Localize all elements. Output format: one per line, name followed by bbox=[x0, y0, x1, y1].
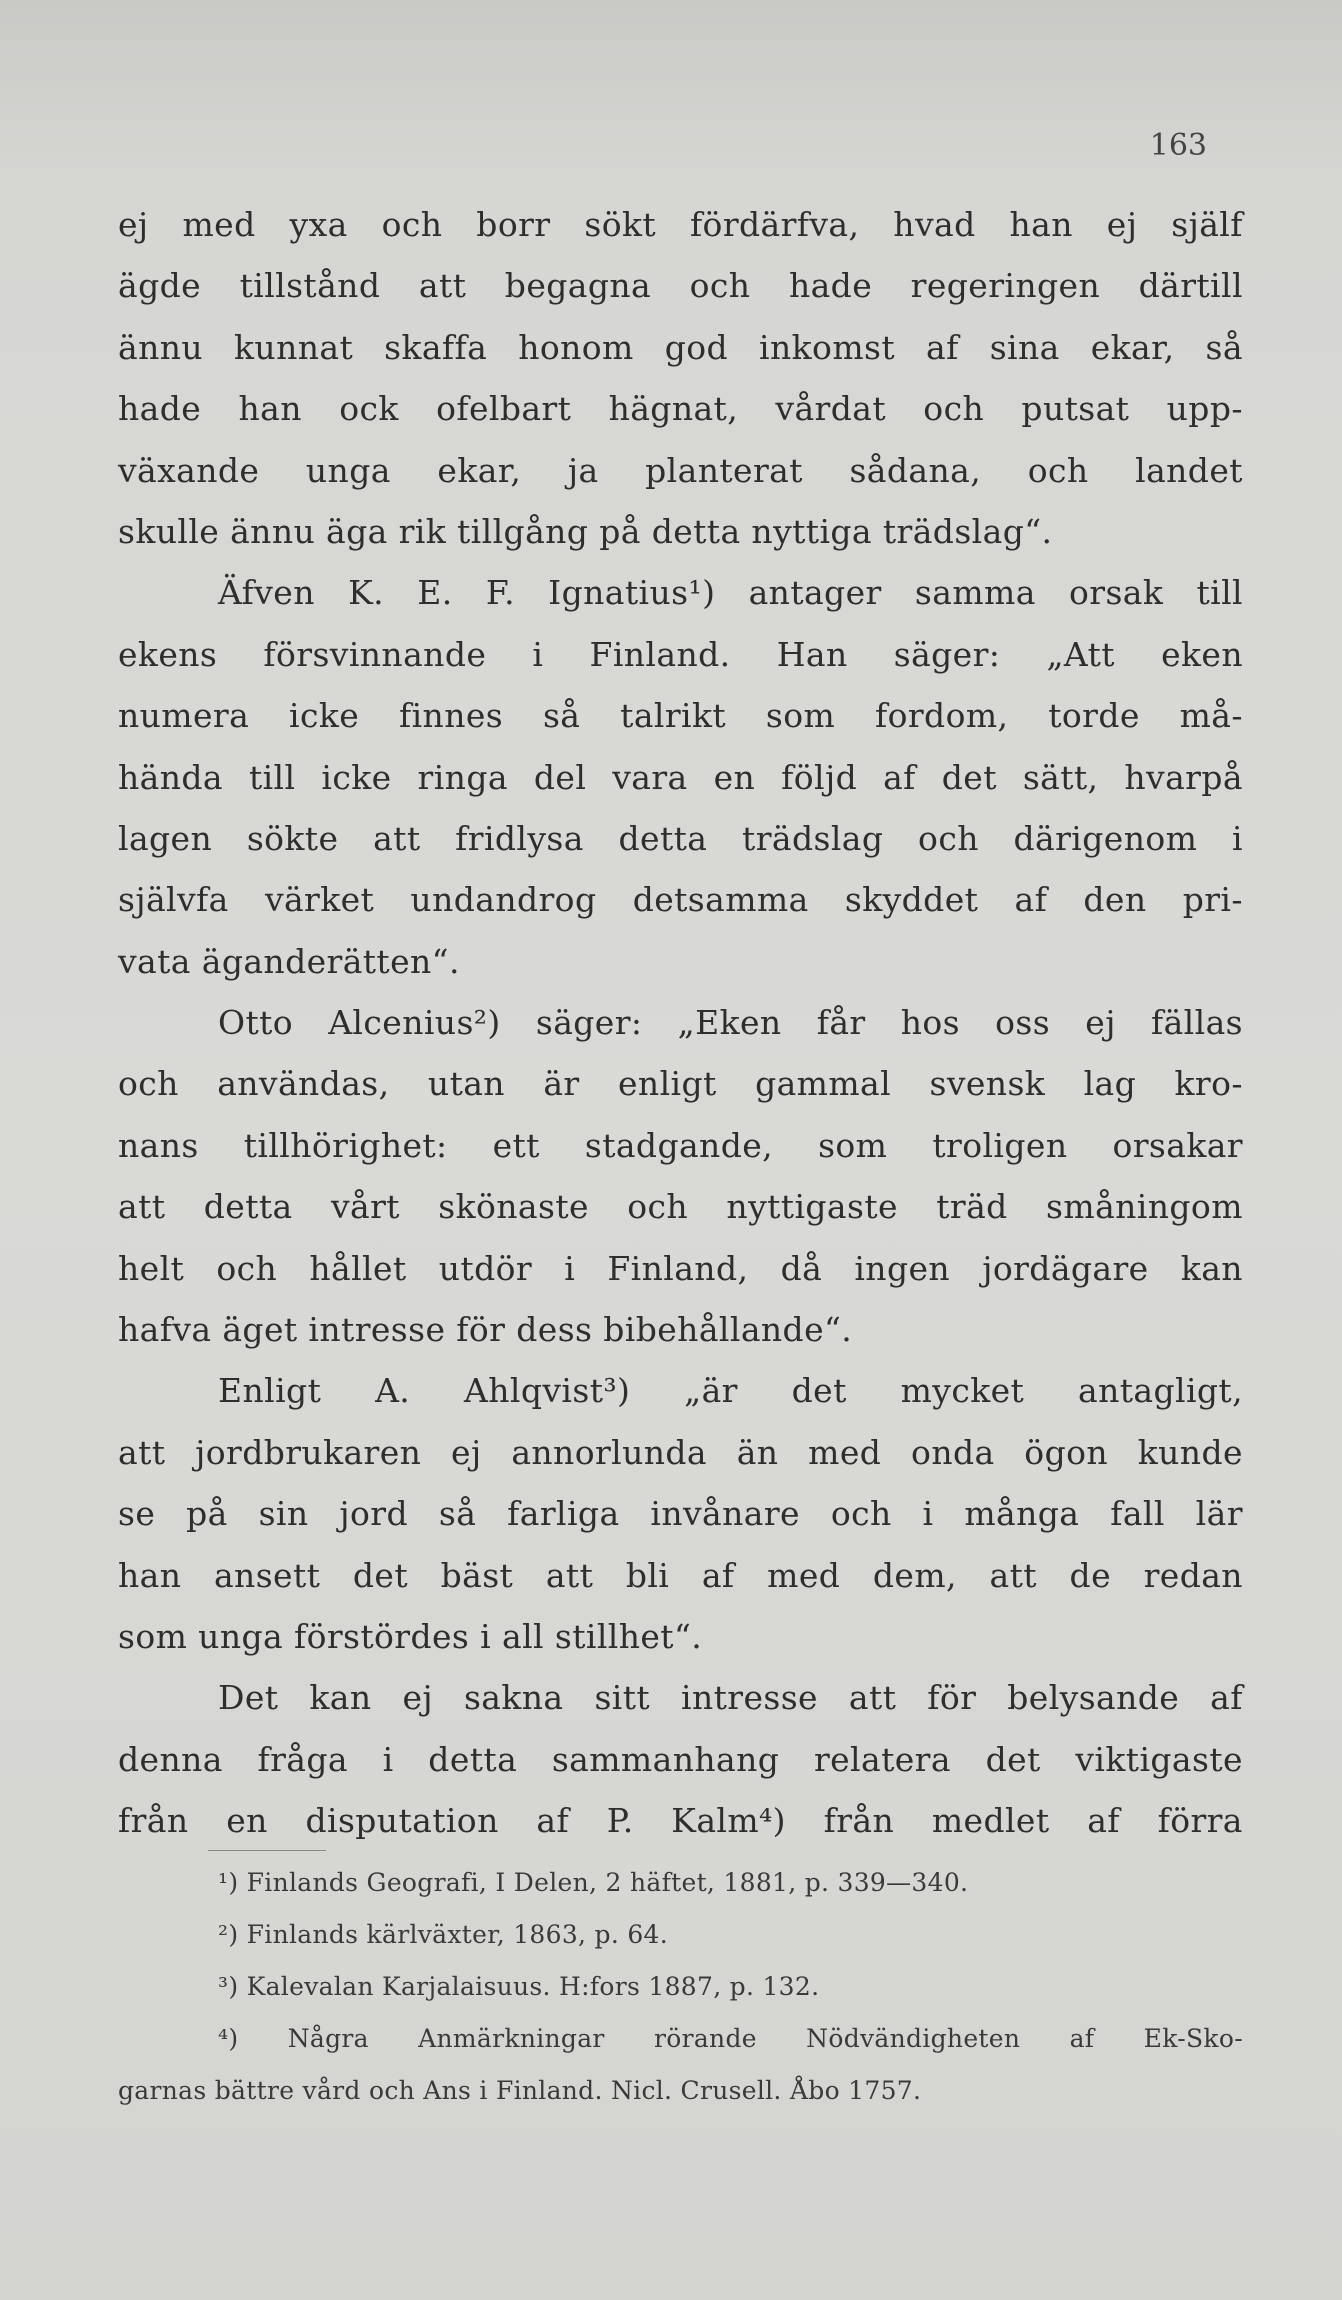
text-line: lagen sökte att fridlysa detta trädslag och därigenom i bbox=[118, 818, 1243, 858]
text-line: självfa värket undandrog detsamma skyddet af den pri- bbox=[118, 880, 1243, 920]
footnote: ¹) Finlands Geografi, I Delen, 2 häftet, 1881, p. 339—340. bbox=[218, 1868, 969, 1897]
text-line: helt och hållet utdör i Finland, då ingen jordägare kan bbox=[118, 1248, 1243, 1288]
footnote: ²) Finlands kärlväxter, 1863, p. 64. bbox=[218, 1920, 668, 1949]
footnote: ⁴) Några Anmärkningar rörande Nödvändigheten af Ek-Sko- bbox=[218, 2024, 1243, 2053]
footnote: ³) Kalevalan Karjalaisuus. H:fors 1887, p. 132. bbox=[218, 1972, 820, 2001]
text-line: han ansett det bäst att bli af med dem, att de redan bbox=[118, 1555, 1243, 1595]
page-number: 163 bbox=[1149, 128, 1207, 163]
text-line: denna fråga i detta sammanhang relatera det viktigaste bbox=[118, 1739, 1243, 1779]
text-line: ägde tillstånd att begagna och hade regeringen därtill bbox=[118, 266, 1243, 306]
text-line: Det kan ej sakna sitt intresse att för belysande af bbox=[218, 1678, 1243, 1718]
text-line: skulle ännu äga rik tillgång på detta nyttiga trädslag“. bbox=[118, 511, 1053, 551]
footnotes bbox=[118, 1868, 1243, 2128]
text-line: att detta vårt skönaste och nyttigaste träd småningom bbox=[118, 1187, 1243, 1227]
text-line: ännu kunnat skaffa honom god inkomst af sina ekar, så bbox=[118, 327, 1243, 367]
text-line: hade han ock ofelbart hägnat, vårdat och putsat upp- bbox=[118, 389, 1243, 429]
text-line: växande unga ekar, ja planterat sådana, och landet bbox=[118, 450, 1243, 490]
text-line: att jordbrukaren ej annorlunda än med onda ögon kunde bbox=[118, 1432, 1243, 1472]
text-line: från en disputation af P. Kalm⁴) från medlet af förra bbox=[118, 1801, 1243, 1841]
text-line: se på sin jord så farliga invånare och i många fall lär bbox=[118, 1494, 1243, 1534]
text-line: som unga förstördes i all stillhet“. bbox=[118, 1616, 703, 1656]
text-line: nans tillhörighet: ett stadgande, som troligen orsakar bbox=[118, 1125, 1243, 1165]
text-line: hafva äget intresse för dess bibehållande“. bbox=[118, 1310, 853, 1350]
text-line: och användas, utan är enligt gammal svensk lag kro- bbox=[118, 1064, 1243, 1104]
text-line: numera icke finnes så talrikt som fordom, torde må- bbox=[118, 696, 1243, 736]
text-line: Otto Alcenius²) säger: „Eken får hos oss ej fällas bbox=[218, 1003, 1243, 1043]
text-line: vata äganderätten“. bbox=[118, 941, 460, 981]
text-line: hända till icke ringa del vara en följd af det sätt, hvarpå bbox=[118, 757, 1243, 797]
footnote-divider bbox=[208, 1850, 326, 1851]
body-text bbox=[118, 205, 1243, 1863]
text-line: Äfven K. E. F. Ignatius¹) antager samma orsak till bbox=[218, 573, 1243, 613]
footnote: garnas bättre vård och Ans i Finland. Nicl. Crusell. Åbo 1757. bbox=[118, 2076, 922, 2105]
text-line: ej med yxa och borr sökt fördärfva, hvad han ej själf bbox=[118, 205, 1243, 244]
text-line: Enligt A. Ahlqvist³) „är det mycket antagligt, bbox=[218, 1371, 1243, 1411]
text-line: ekens försvinnande i Finland. Han säger: „Att eken bbox=[118, 634, 1243, 674]
